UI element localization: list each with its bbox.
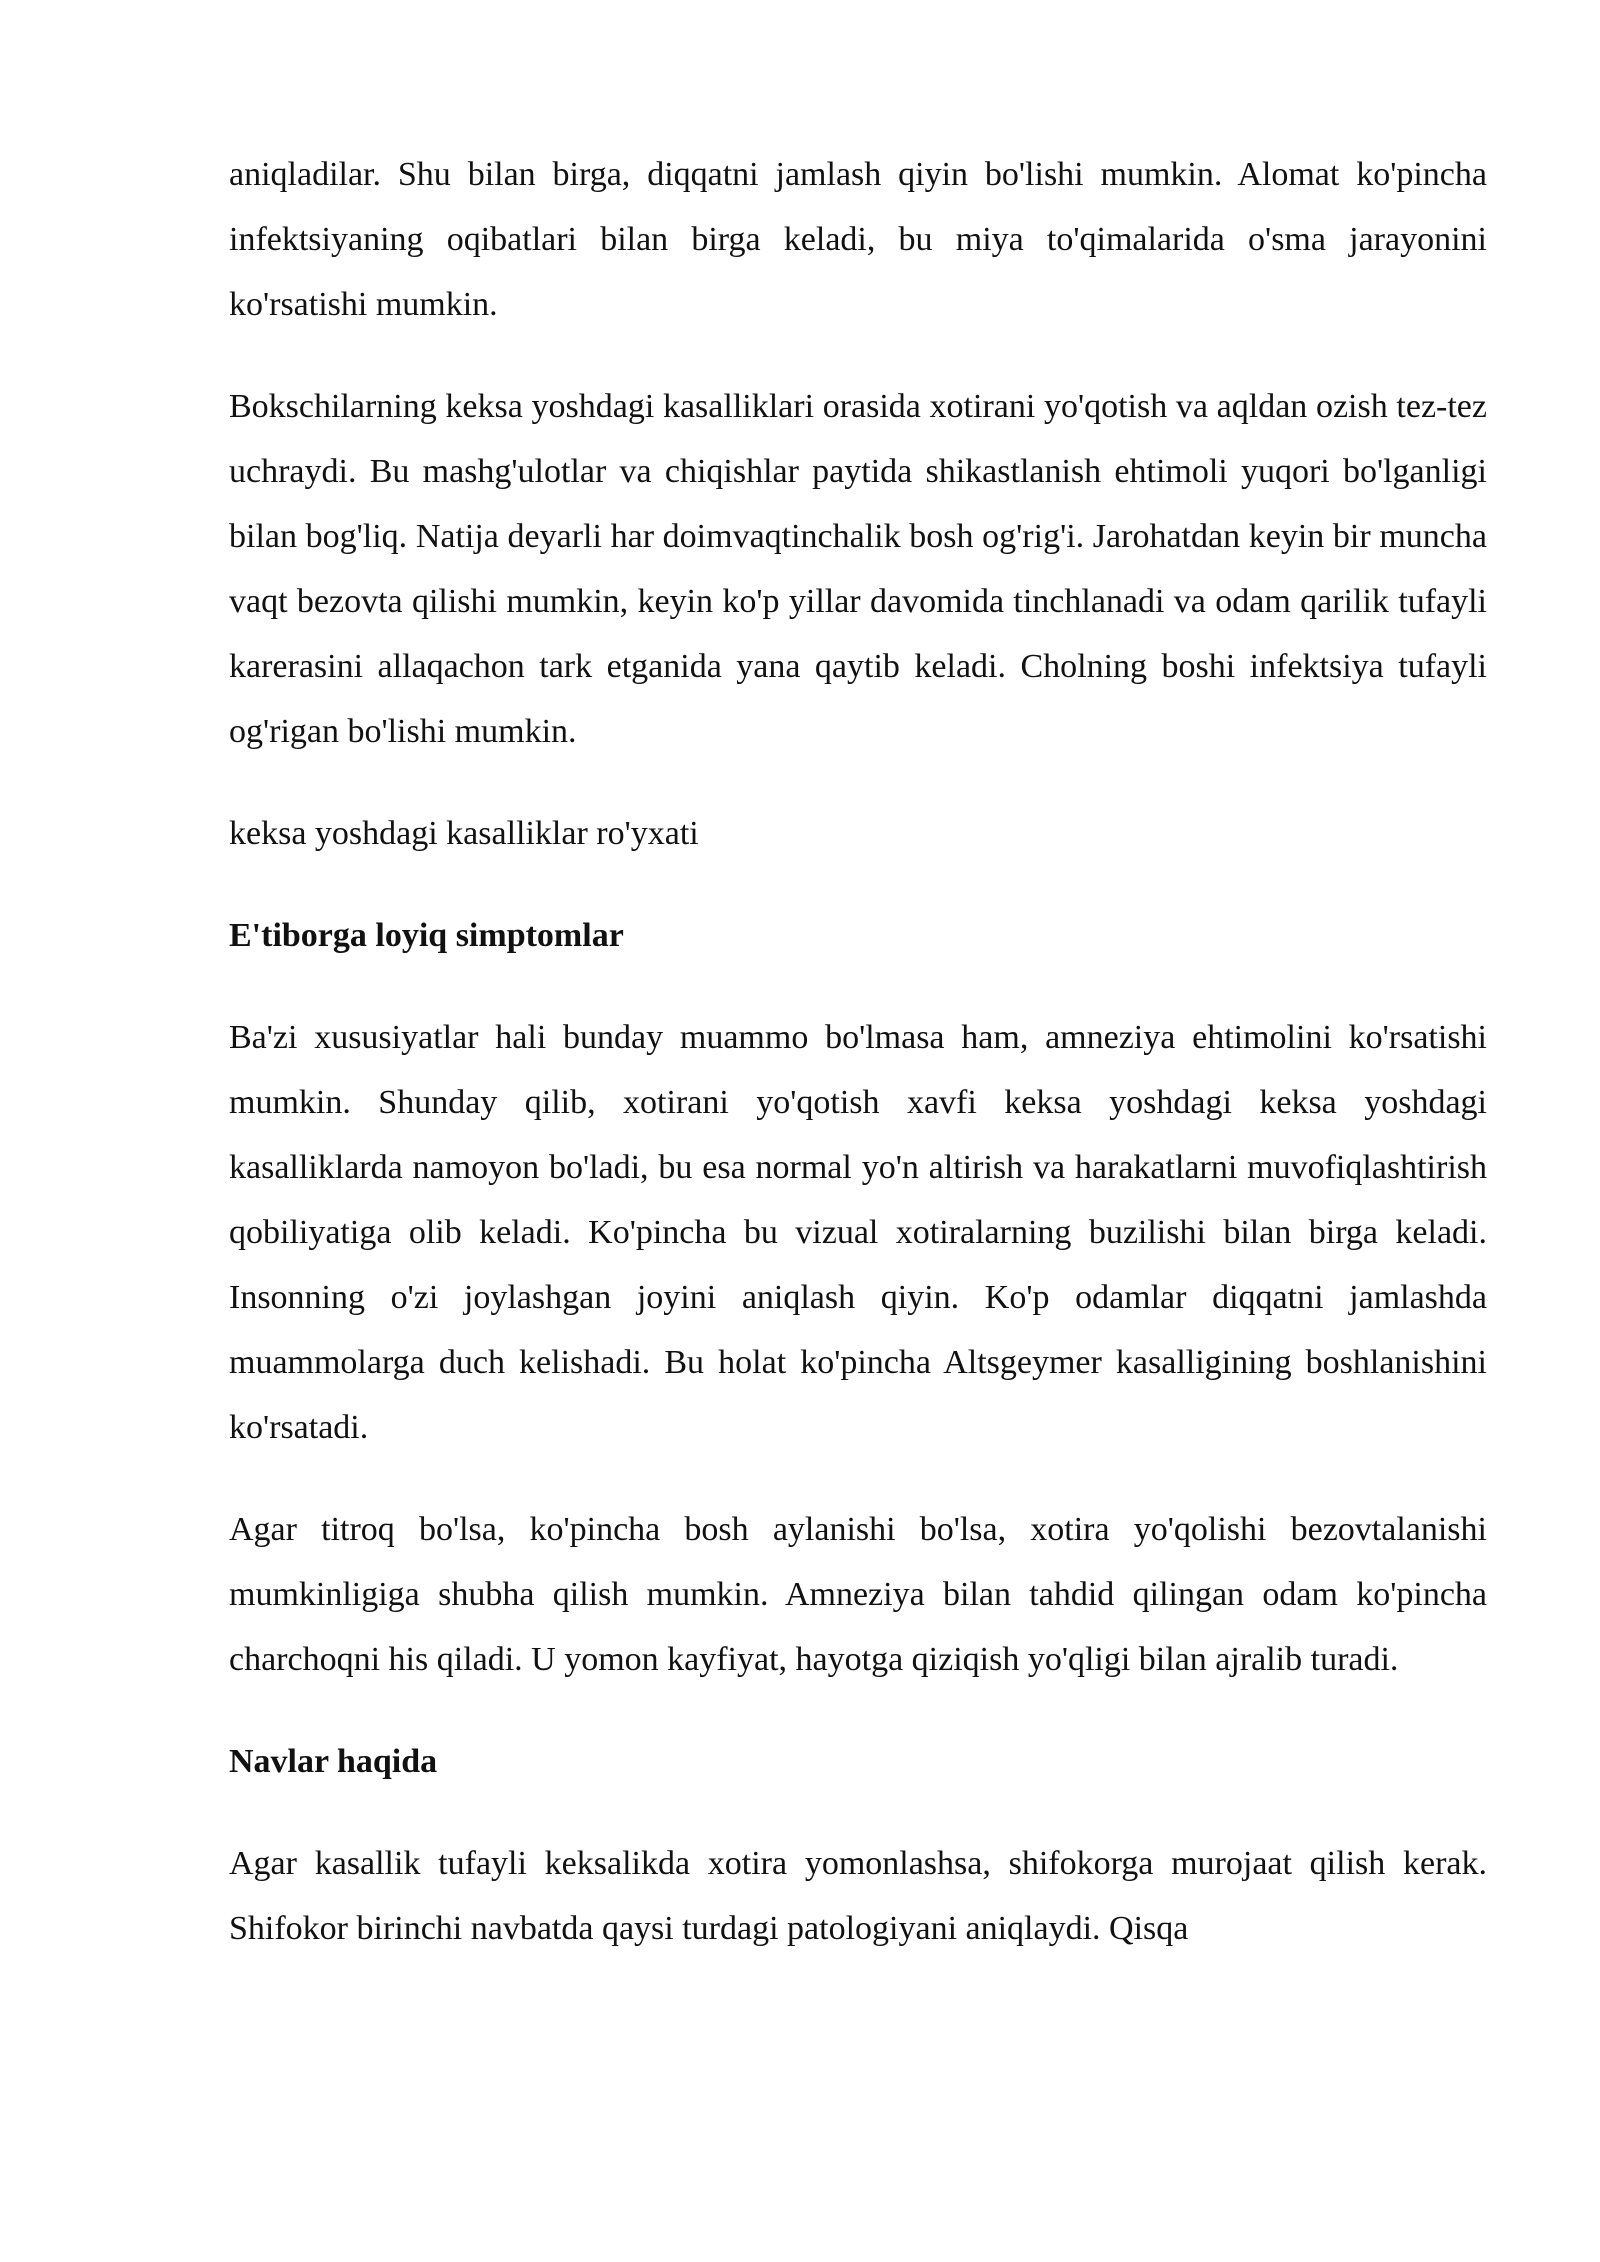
paragraph-agar-titroq: Agar titroq bo'lsa, ko'pincha bosh aylanishi bo'lsa, xotira yo'qolishi bezovtalanishi mumkinligiga shubha qilish mumkin. Amneziya bilan tahdid qilingan odam ko'pincha charchoqni his qiladi. U yomon kayfiyat, hayotga qiziqish yo'qligi bilan ajralib turadi. [229, 1511, 1487, 1678]
section-heading-symptoms: E'tiborga loyiq simptomlar [229, 917, 624, 954]
paragraph-bokschilarning: Bokschilarning keksa yoshdagi kasalliklari orasida xotirani yo'qotish va aqldan ozish tez-tez uchraydi. Bu mashg'ulotlar va chiqishlar paytida shikastlanish ehtimoli yuqori bo'lganligi bilan bog'liq. Natija deyarli har doimvaqtinchalik bosh og'rig'i. Jarohatdan keyin bir muncha vaqt bezovta qilishi mumkin, keyin ko'p yillar davomida tinchlanadi va odam qarilik tufayli karerasini allaqachon tark etganida yana qaytib keladi. Cholning boshi infektsiya tufayli og'rigan bo'lishi mumkin. [229, 388, 1487, 750]
section-heading-navlar: Navlar haqida [229, 1743, 438, 1780]
paragraph-bazi-xususiyatlar: Ba'zi xususiyatlar hali bunday muammo bo'lmasa ham, amneziya ehtimolini ko'rsatishi mumkin. Shunday qilib, xotirani yo'qotish xavfi keksa yoshdagi keksa yoshdagi kasalliklarda namoyon bo'ladi, bu esa normal yo'n altirish va harakatlarni muvofiqlashtirish qobiliyatiga olib keladi. Ko'pincha bu vizual xotiralarning buzilishi bilan birga keladi. Insonning o'zi joylashgan joyini aniqlash qiyin. Ko'p odamlar diqqatni jamlashda muammolarga duch kelishadi. Bu holat ko'pincha Altsgeymer kasalligining boshlanishini ko'rsatadi. [229, 1019, 1487, 1446]
paragraph-agar-kasallik: Agar kasallik tufayli keksalikda xotira yomonlashsa, shifokorga murojaat qilish kerak. Shifokor birinchi navbatda qaysi turdagi patologiyani aniqlaydi. Qisqa [229, 1845, 1487, 1947]
document-page [229, 142, 1487, 1998]
paragraph-aniqladilar: aniqladilar. Shu bilan birga, diqqatni jamlash qiyin bo'lishi mumkin. Alomat ko'pincha infektsiyaning oqibatlari bilan birga keladi, bu miya to'qimalarida o'sma jarayonini ko'rsatishi mumkin. [229, 156, 1487, 323]
list-reference-line: keksa yoshdagi kasalliklar ro'yxati [229, 815, 699, 852]
